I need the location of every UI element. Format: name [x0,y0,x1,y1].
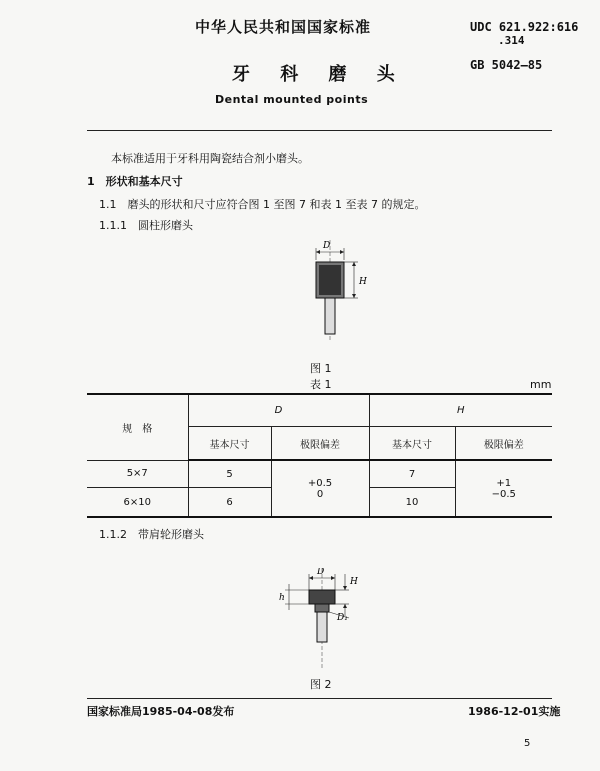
spec-header: 规 格 [87,394,188,460]
h-limit-deviation [455,460,552,517]
d-basic-size-header: 基本尺寸 [188,427,271,461]
col-d-header: D [188,394,369,427]
fig2-label-h: H [350,577,358,587]
udc-code: UDC 621.922:616 [470,20,579,34]
d-limit-deviation [271,460,369,517]
h-dev-lower: −0.5 [491,488,516,500]
table-cell-h: 7 [369,460,455,488]
header-divider [87,130,552,131]
figure-2-caption: 图 2 [310,678,332,691]
fig2-label-d1: D₁ [337,613,348,623]
h-dev-upper: +1 [496,477,512,489]
fig2-label-h-small: h [279,593,285,603]
issued-date: 国家标准局1985-04-08发布 [87,705,235,718]
intro-paragraph: 本标准适用于牙科用陶瓷结合剂小磨头。 [111,152,309,165]
table-1-caption: 表 1 [310,378,332,391]
table-cell-d: 6 [188,488,271,518]
table-cell-spec: 6×10 [87,488,188,518]
footer-divider [87,698,552,699]
table-unit: mm [530,378,552,391]
standard-title: 中华人民共和国国家标准 [195,18,372,36]
fig1-label-d: D [323,241,331,251]
table-cell-spec: 5×7 [87,460,188,488]
document-title: 牙 科 磨 头 [232,64,407,85]
section-1-heading: 1 形状和基本尺寸 [87,175,183,188]
col-h-header: H [369,394,552,427]
d-dev-upper: +0.5 [307,477,333,489]
figure-2-drawing [275,568,370,668]
fig2-label-d: D [317,568,325,577]
udc-code-continued: .314 [498,34,525,47]
document-subtitle: Dental mounted points [215,93,369,106]
table-cell-d: 5 [188,460,271,488]
fig1-label-h: H [359,277,367,287]
section-1-1: 1.1 磨头的形状和尺寸应符合图 1 至图 7 和表 1 至表 7 的规定。 [99,198,426,211]
h-limit-dev-header: 极限偏差 [455,427,552,461]
figure-1-drawing [290,240,370,340]
section-1-1-2: 1.1.2 带肩轮形磨头 [99,528,204,541]
table-cell-h: 10 [369,488,455,518]
d-dev-lower: 0 [316,488,324,500]
h-basic-size-header: 基本尺寸 [369,427,455,461]
section-1-1-1: 1.1.1 圆柱形磨头 [99,219,193,232]
dimension-table [87,393,552,518]
d-limit-dev-header: 极限偏差 [271,427,369,461]
gb-code: GB 5042—85 [470,58,543,72]
figure-1-caption: 图 1 [310,362,332,375]
effective-date: 1986-12-01实施 [468,705,561,718]
page-number: 5 [524,738,531,749]
